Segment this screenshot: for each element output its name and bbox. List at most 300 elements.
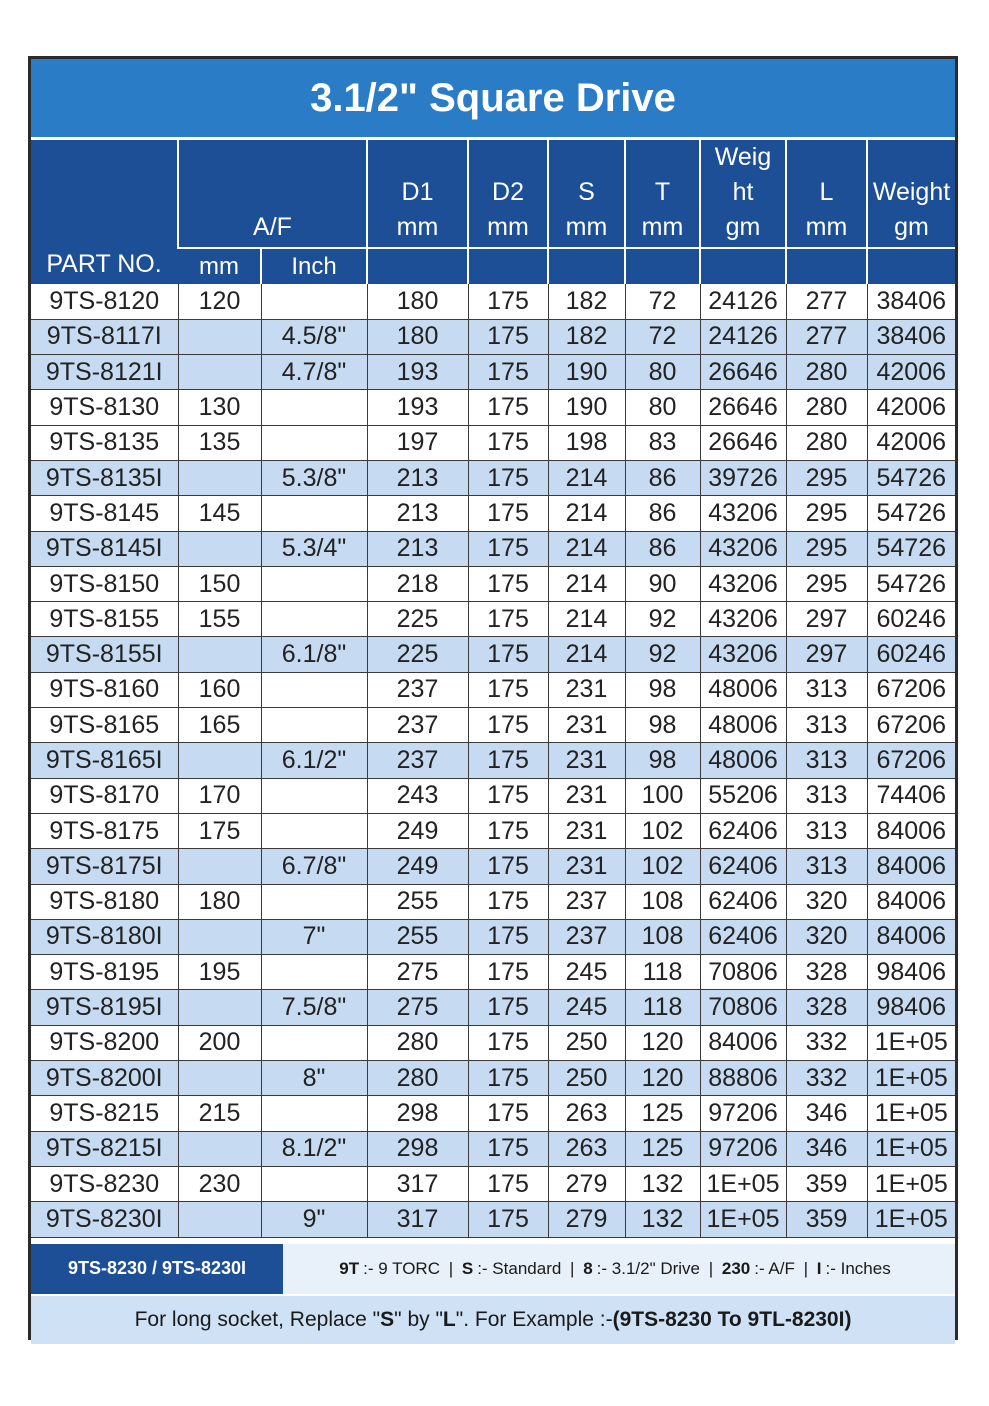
cell-s: 279	[548, 1166, 625, 1201]
table-row	[31, 1061, 955, 1096]
header-weight-short: Weig ht gm	[700, 140, 786, 248]
cell-part: 9TS-8200I	[31, 1061, 178, 1096]
cell-l: 313	[786, 778, 867, 813]
cell-d2: 175	[468, 390, 548, 425]
cell-w2: 74406	[867, 778, 955, 813]
header-empty	[548, 248, 625, 284]
cell-w2: 98406	[867, 955, 955, 990]
header-af: A/F	[178, 140, 367, 248]
table-row	[31, 849, 955, 884]
legend-separator: |	[704, 1258, 718, 1278]
table-row	[31, 1202, 955, 1237]
cell-mm	[178, 743, 261, 778]
cell-w1: 48006	[700, 672, 786, 707]
cell-s: 245	[548, 990, 625, 1025]
header-empty	[786, 248, 867, 284]
cell-t: 132	[625, 1202, 700, 1237]
cell-t: 92	[625, 602, 700, 637]
cell-w1: 43206	[700, 637, 786, 672]
cell-s: 182	[548, 319, 625, 354]
cell-d2: 175	[468, 849, 548, 884]
cell-part: 9TS-8130	[31, 390, 178, 425]
cell-l: 346	[786, 1131, 867, 1166]
cell-inch	[261, 566, 367, 601]
cell-t: 125	[625, 1096, 700, 1131]
cell-inch	[261, 496, 367, 531]
legend-key: 9T	[339, 1258, 360, 1278]
cell-t: 86	[625, 531, 700, 566]
cell-d2: 175	[468, 602, 548, 637]
cell-mm: 155	[178, 602, 261, 637]
cell-l: 295	[786, 460, 867, 495]
cell-d2: 175	[468, 708, 548, 743]
legend-separator: |	[798, 1258, 813, 1278]
cell-d1: 193	[367, 390, 468, 425]
cell-mm: 230	[178, 1166, 261, 1201]
legend-desc: :- 3.1/2" Drive	[596, 1258, 701, 1278]
header-empty	[625, 248, 700, 284]
cell-d1: 237	[367, 708, 468, 743]
cell-mm: 160	[178, 672, 261, 707]
cell-mm	[178, 919, 261, 954]
cell-d2: 175	[468, 813, 548, 848]
cell-s: 245	[548, 955, 625, 990]
cell-part: 9TS-8180	[31, 884, 178, 919]
table-row	[31, 496, 955, 531]
cell-d2: 175	[468, 1025, 548, 1060]
cell-part: 9TS-8180I	[31, 919, 178, 954]
note-example: (9TS-8230 To 9TL-8230I)	[612, 1307, 852, 1331]
legend-separator: |	[443, 1258, 458, 1278]
table-row	[31, 531, 955, 566]
header-d2: D2 mm	[468, 140, 548, 248]
cell-inch	[261, 813, 367, 848]
table-body	[31, 284, 955, 1237]
cell-inch: 4.5/8"	[261, 319, 367, 354]
cell-s: 231	[548, 778, 625, 813]
cell-w2: 42006	[867, 390, 955, 425]
cell-w1: 43206	[700, 496, 786, 531]
cell-part: 9TS-8215I	[31, 1131, 178, 1166]
cell-t: 118	[625, 990, 700, 1025]
cell-t: 72	[625, 284, 700, 319]
cell-d2: 175	[468, 1061, 548, 1096]
cell-d1: 249	[367, 849, 468, 884]
cell-d2: 175	[468, 1202, 548, 1237]
cell-d2: 175	[468, 1166, 548, 1201]
cell-d1: 275	[367, 955, 468, 990]
legend-example: 9TS-8230 / 9TS-8230I	[31, 1244, 283, 1294]
cell-s: 237	[548, 919, 625, 954]
table-row	[31, 1025, 955, 1060]
cell-s: 231	[548, 743, 625, 778]
cell-d2: 175	[468, 637, 548, 672]
cell-d1: 243	[367, 778, 468, 813]
cell-d2: 175	[468, 1131, 548, 1166]
header-empty	[867, 248, 955, 284]
cell-inch	[261, 1025, 367, 1060]
cell-l: 295	[786, 531, 867, 566]
cell-w1: 26646	[700, 355, 786, 390]
cell-s: 263	[548, 1131, 625, 1166]
header-s: S mm	[548, 140, 625, 248]
cell-d1: 317	[367, 1166, 468, 1201]
cell-inch	[261, 425, 367, 460]
cell-d2: 175	[468, 919, 548, 954]
cell-s: 214	[548, 460, 625, 495]
cell-d2: 175	[468, 743, 548, 778]
legend-key: S	[461, 1258, 474, 1278]
table-row	[31, 284, 955, 319]
cell-mm	[178, 637, 261, 672]
cell-t: 120	[625, 1061, 700, 1096]
cell-t: 98	[625, 743, 700, 778]
cell-w1: 88806	[700, 1061, 786, 1096]
cell-inch	[261, 1096, 367, 1131]
cell-t: 80	[625, 355, 700, 390]
cell-w2: 84006	[867, 919, 955, 954]
table-row	[31, 1131, 955, 1166]
cell-w1: 48006	[700, 708, 786, 743]
header-empty	[367, 248, 468, 284]
cell-s: 250	[548, 1061, 625, 1096]
cell-s: 182	[548, 284, 625, 319]
cell-inch	[261, 390, 367, 425]
cell-d2: 175	[468, 672, 548, 707]
cell-part: 9TS-8155	[31, 602, 178, 637]
cell-t: 90	[625, 566, 700, 601]
cell-inch	[261, 1166, 367, 1201]
cell-s: 190	[548, 390, 625, 425]
cell-s: 198	[548, 425, 625, 460]
cell-d2: 175	[468, 955, 548, 990]
cell-d1: 275	[367, 990, 468, 1025]
cell-d2: 175	[468, 990, 548, 1025]
table-row	[31, 319, 955, 354]
cell-t: 120	[625, 1025, 700, 1060]
cell-w2: 1E+05	[867, 1096, 955, 1131]
cell-s: 190	[548, 355, 625, 390]
cell-s: 231	[548, 813, 625, 848]
cell-inch	[261, 884, 367, 919]
cell-s: 214	[548, 566, 625, 601]
cell-mm: 120	[178, 284, 261, 319]
cell-l: 320	[786, 884, 867, 919]
cell-d1: 180	[367, 319, 468, 354]
table-row	[31, 566, 955, 601]
cell-w2: 1E+05	[867, 1131, 955, 1166]
cell-d1: 193	[367, 355, 468, 390]
cell-s: 231	[548, 672, 625, 707]
legend-desc: :- Inches	[825, 1258, 891, 1278]
legend-key: 230	[721, 1258, 751, 1278]
header-weight-long: Weight gm	[867, 140, 955, 248]
cell-t: 132	[625, 1166, 700, 1201]
cell-w2: 1E+05	[867, 1166, 955, 1201]
cell-w1: 26646	[700, 425, 786, 460]
cell-inch	[261, 955, 367, 990]
cell-mm: 150	[178, 566, 261, 601]
cell-d1: 255	[367, 919, 468, 954]
cell-part: 9TS-8150	[31, 566, 178, 601]
cell-d1: 180	[367, 284, 468, 319]
cell-t: 102	[625, 849, 700, 884]
cell-d1: 213	[367, 496, 468, 531]
cell-d2: 175	[468, 319, 548, 354]
cell-d2: 175	[468, 425, 548, 460]
cell-l: 280	[786, 425, 867, 460]
page-title: 3.1/2" Square Drive	[31, 59, 955, 140]
cell-w1: 1E+05	[700, 1202, 786, 1237]
cell-mm	[178, 849, 261, 884]
legend-desc: :- Standard	[477, 1258, 562, 1278]
cell-l: 359	[786, 1202, 867, 1237]
cell-inch	[261, 284, 367, 319]
cell-t: 92	[625, 637, 700, 672]
cell-inch: 6.7/8"	[261, 849, 367, 884]
table-row	[31, 602, 955, 637]
cell-l: 313	[786, 849, 867, 884]
cell-l: 332	[786, 1025, 867, 1060]
header-af-mm: mm	[178, 248, 261, 284]
cell-l: 280	[786, 355, 867, 390]
cell-t: 72	[625, 319, 700, 354]
cell-l: 277	[786, 319, 867, 354]
table-row	[31, 990, 955, 1025]
table-row	[31, 425, 955, 460]
cell-inch: 7"	[261, 919, 367, 954]
cell-part: 9TS-8200	[31, 1025, 178, 1060]
header-l: L mm	[786, 140, 867, 248]
cell-d1: 197	[367, 425, 468, 460]
cell-part: 9TS-8230	[31, 1166, 178, 1201]
cell-l: 313	[786, 672, 867, 707]
cell-mm	[178, 355, 261, 390]
cell-d2: 175	[468, 496, 548, 531]
cell-w2: 84006	[867, 849, 955, 884]
cell-w2: 1E+05	[867, 1202, 955, 1237]
cell-l: 277	[786, 284, 867, 319]
cell-part: 9TS-8230I	[31, 1202, 178, 1237]
cell-inch	[261, 708, 367, 743]
cell-d2: 175	[468, 531, 548, 566]
cell-l: 328	[786, 955, 867, 990]
table-row	[31, 460, 955, 495]
table-row	[31, 743, 955, 778]
cell-w2: 67206	[867, 743, 955, 778]
cell-t: 86	[625, 460, 700, 495]
cell-w1: 62406	[700, 813, 786, 848]
cell-w1: 43206	[700, 566, 786, 601]
cell-part: 9TS-8175I	[31, 849, 178, 884]
table-row	[31, 637, 955, 672]
cell-part: 9TS-8195	[31, 955, 178, 990]
cell-s: 279	[548, 1202, 625, 1237]
legend-separator: |	[565, 1258, 580, 1278]
cell-mm	[178, 531, 261, 566]
cell-d1: 298	[367, 1131, 468, 1166]
cell-w1: 39726	[700, 460, 786, 495]
cell-w2: 60246	[867, 602, 955, 637]
cell-l: 332	[786, 1061, 867, 1096]
cell-s: 214	[548, 496, 625, 531]
cell-d1: 298	[367, 1096, 468, 1131]
table-row	[31, 955, 955, 990]
table-row	[31, 919, 955, 954]
cell-d2: 175	[468, 566, 548, 601]
cell-mm: 175	[178, 813, 261, 848]
cell-w2: 38406	[867, 319, 955, 354]
cell-l: 313	[786, 708, 867, 743]
cell-w1: 84006	[700, 1025, 786, 1060]
note-mid2: ". For Example :-	[455, 1307, 613, 1331]
header-empty	[468, 248, 548, 284]
cell-s: 263	[548, 1096, 625, 1131]
cell-w2: 54726	[867, 566, 955, 601]
cell-s: 214	[548, 637, 625, 672]
cell-w2: 84006	[867, 813, 955, 848]
cell-l: 346	[786, 1096, 867, 1131]
cell-inch: 6.1/8"	[261, 637, 367, 672]
cell-t: 118	[625, 955, 700, 990]
cell-d2: 175	[468, 284, 548, 319]
legend-desc: :- 9 TORC	[363, 1258, 440, 1278]
cell-l: 295	[786, 566, 867, 601]
header-d1: D1 mm	[367, 140, 468, 248]
cell-part: 9TS-8135	[31, 425, 178, 460]
cell-inch	[261, 778, 367, 813]
cell-l: 313	[786, 813, 867, 848]
table-row	[31, 1096, 955, 1131]
cell-w2: 38406	[867, 284, 955, 319]
cell-mm	[178, 990, 261, 1025]
cell-t: 108	[625, 919, 700, 954]
cell-part: 9TS-8195I	[31, 990, 178, 1025]
cell-w1: 26646	[700, 390, 786, 425]
cell-w2: 42006	[867, 355, 955, 390]
cell-part: 9TS-8145I	[31, 531, 178, 566]
cell-mm: 165	[178, 708, 261, 743]
cell-w2: 1E+05	[867, 1061, 955, 1096]
cell-d1: 280	[367, 1061, 468, 1096]
cell-l: 328	[786, 990, 867, 1025]
cell-part: 9TS-8160	[31, 672, 178, 707]
cell-inch: 5.3/4"	[261, 531, 367, 566]
long-socket-note	[31, 1294, 955, 1344]
cell-t: 83	[625, 425, 700, 460]
cell-w1: 1E+05	[700, 1166, 786, 1201]
cell-part: 9TS-8135I	[31, 460, 178, 495]
cell-inch	[261, 672, 367, 707]
header-t: T mm	[625, 140, 700, 248]
cell-inch: 7.5/8"	[261, 990, 367, 1025]
cell-part: 9TS-8120	[31, 284, 178, 319]
note-mid: " by "	[394, 1307, 443, 1331]
cell-inch: 8.1/2"	[261, 1131, 367, 1166]
cell-l: 359	[786, 1166, 867, 1201]
cell-d1: 249	[367, 813, 468, 848]
cell-mm: 215	[178, 1096, 261, 1131]
cell-mm: 195	[178, 955, 261, 990]
cell-w1: 48006	[700, 743, 786, 778]
cell-w1: 70806	[700, 990, 786, 1025]
cell-d1: 237	[367, 743, 468, 778]
cell-inch	[261, 602, 367, 637]
cell-d1: 225	[367, 602, 468, 637]
cell-w1: 97206	[700, 1131, 786, 1166]
cell-inch: 5.3/8"	[261, 460, 367, 495]
cell-d2: 175	[468, 884, 548, 919]
cell-w1: 43206	[700, 531, 786, 566]
cell-t: 125	[625, 1131, 700, 1166]
table-row	[31, 355, 955, 390]
legend-items	[283, 1244, 955, 1294]
cell-w2: 54726	[867, 496, 955, 531]
cell-mm	[178, 460, 261, 495]
cell-l: 295	[786, 496, 867, 531]
cell-d2: 175	[468, 1096, 548, 1131]
note-prefix: For long socket, Replace "	[134, 1307, 381, 1331]
cell-w1: 70806	[700, 955, 786, 990]
legend-desc: :- A/F	[754, 1258, 795, 1278]
cell-w2: 54726	[867, 531, 955, 566]
header-empty	[700, 248, 786, 284]
cell-w1: 97206	[700, 1096, 786, 1131]
cell-mm: 130	[178, 390, 261, 425]
cell-part: 9TS-8165	[31, 708, 178, 743]
cell-part: 9TS-8145	[31, 496, 178, 531]
code-legend	[31, 1242, 955, 1294]
cell-w1: 62406	[700, 849, 786, 884]
cell-t: 102	[625, 813, 700, 848]
cell-t: 98	[625, 708, 700, 743]
cell-mm	[178, 1131, 261, 1166]
cell-inch: 6.1/2"	[261, 743, 367, 778]
cell-d1: 317	[367, 1202, 468, 1237]
table-row	[31, 708, 955, 743]
cell-w1: 62406	[700, 884, 786, 919]
note-s: S	[380, 1307, 395, 1331]
cell-s: 214	[548, 531, 625, 566]
cell-part: 9TS-8117I	[31, 319, 178, 354]
cell-part: 9TS-8155I	[31, 637, 178, 672]
cell-mm: 170	[178, 778, 261, 813]
cell-part: 9TS-8165I	[31, 743, 178, 778]
cell-s: 214	[548, 602, 625, 637]
cell-w2: 42006	[867, 425, 955, 460]
header-af-inch: Inch	[261, 248, 367, 284]
cell-mm	[178, 319, 261, 354]
cell-s: 231	[548, 849, 625, 884]
header-part-no: PART NO.	[31, 140, 178, 284]
note-l: L	[442, 1307, 456, 1331]
table-row	[31, 778, 955, 813]
cell-s: 231	[548, 708, 625, 743]
table-row	[31, 884, 955, 919]
cell-part: 9TS-8121I	[31, 355, 178, 390]
cell-d2: 175	[468, 355, 548, 390]
cell-t: 100	[625, 778, 700, 813]
cell-d2: 175	[468, 778, 548, 813]
cell-w1: 24126	[700, 284, 786, 319]
cell-w2: 67206	[867, 708, 955, 743]
cell-mm	[178, 1061, 261, 1096]
cell-inch: 8"	[261, 1061, 367, 1096]
cell-mm: 200	[178, 1025, 261, 1060]
table-row	[31, 672, 955, 707]
cell-w1: 24126	[700, 319, 786, 354]
cell-inch: 9"	[261, 1202, 367, 1237]
